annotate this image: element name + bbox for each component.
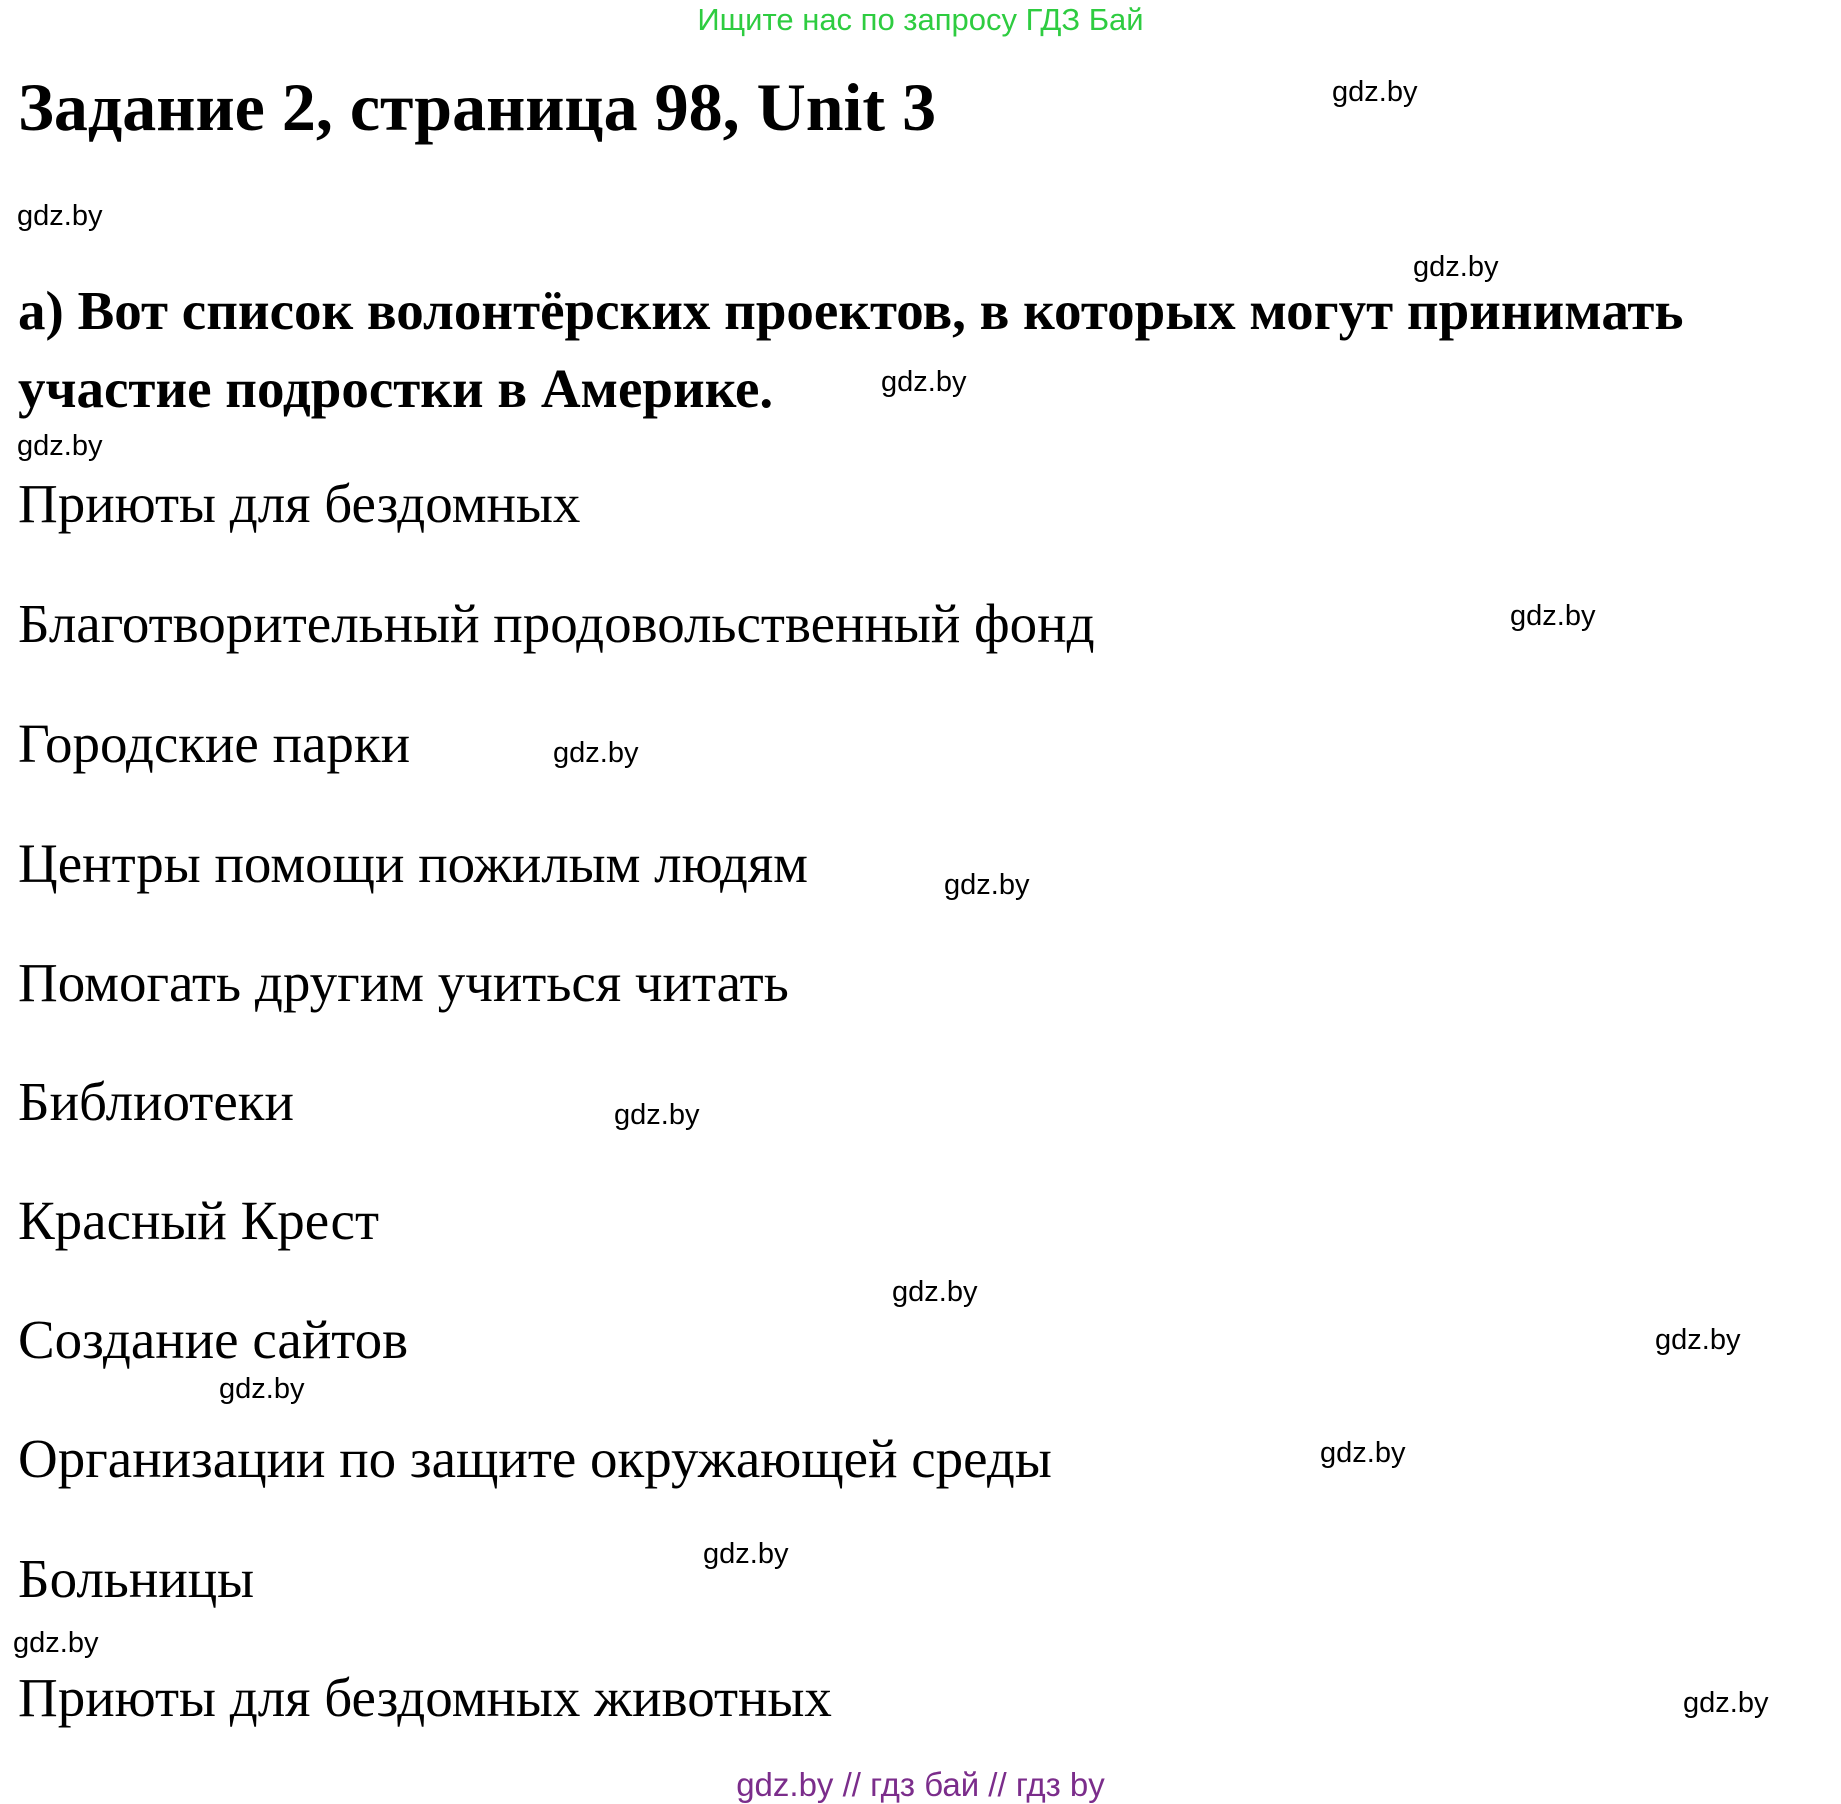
watermark: gdz.by (1332, 76, 1418, 108)
watermark: gdz.by (614, 1099, 700, 1131)
list-item: Организации по защите окружающей среды (18, 1428, 1052, 1489)
watermark: gdz.by (892, 1276, 978, 1308)
list-item: Больницы (18, 1548, 255, 1609)
list-item: Создание сайтов (18, 1309, 409, 1370)
watermark: gdz.by (1413, 251, 1499, 283)
list-item: Центры помощи пожилым людям (18, 833, 808, 894)
watermark: gdz.by (944, 869, 1030, 901)
watermark: gdz.by (17, 200, 103, 232)
list-item: Красный Крест (18, 1190, 379, 1251)
list-item: Городские парки (18, 713, 411, 774)
task-description: а) Вот список волонтёрских проектов, в которых могут принимать участие подростки в Америке. (18, 280, 1684, 419)
footer-brand: gdz.by // гдз бай // гдз by (736, 1766, 1105, 1803)
watermark: gdz.by (1655, 1324, 1741, 1356)
watermark: gdz.by (17, 430, 103, 462)
watermark: gdz.by (219, 1373, 305, 1405)
list-item: Помогать другим учиться читать (18, 952, 789, 1013)
watermark: gdz.by (703, 1538, 789, 1570)
list-item: Приюты для бездомных (18, 473, 581, 534)
watermark: gdz.by (1320, 1437, 1406, 1469)
search-hint-banner: Ищите нас по запросу ГДЗ Бай (697, 2, 1144, 37)
watermark: gdz.by (13, 1627, 99, 1659)
watermark: gdz.by (881, 366, 967, 398)
list-item: Библиотеки (18, 1071, 294, 1132)
watermark: gdz.by (1683, 1687, 1769, 1719)
page-title: Задание 2, страница 98, Unit 3 (18, 69, 937, 145)
list-item: Благотворительный продовольственный фонд (18, 593, 1095, 654)
watermark: gdz.by (1510, 600, 1596, 632)
list-item: Приюты для бездомных животных (18, 1667, 832, 1728)
watermark: gdz.by (553, 737, 639, 769)
